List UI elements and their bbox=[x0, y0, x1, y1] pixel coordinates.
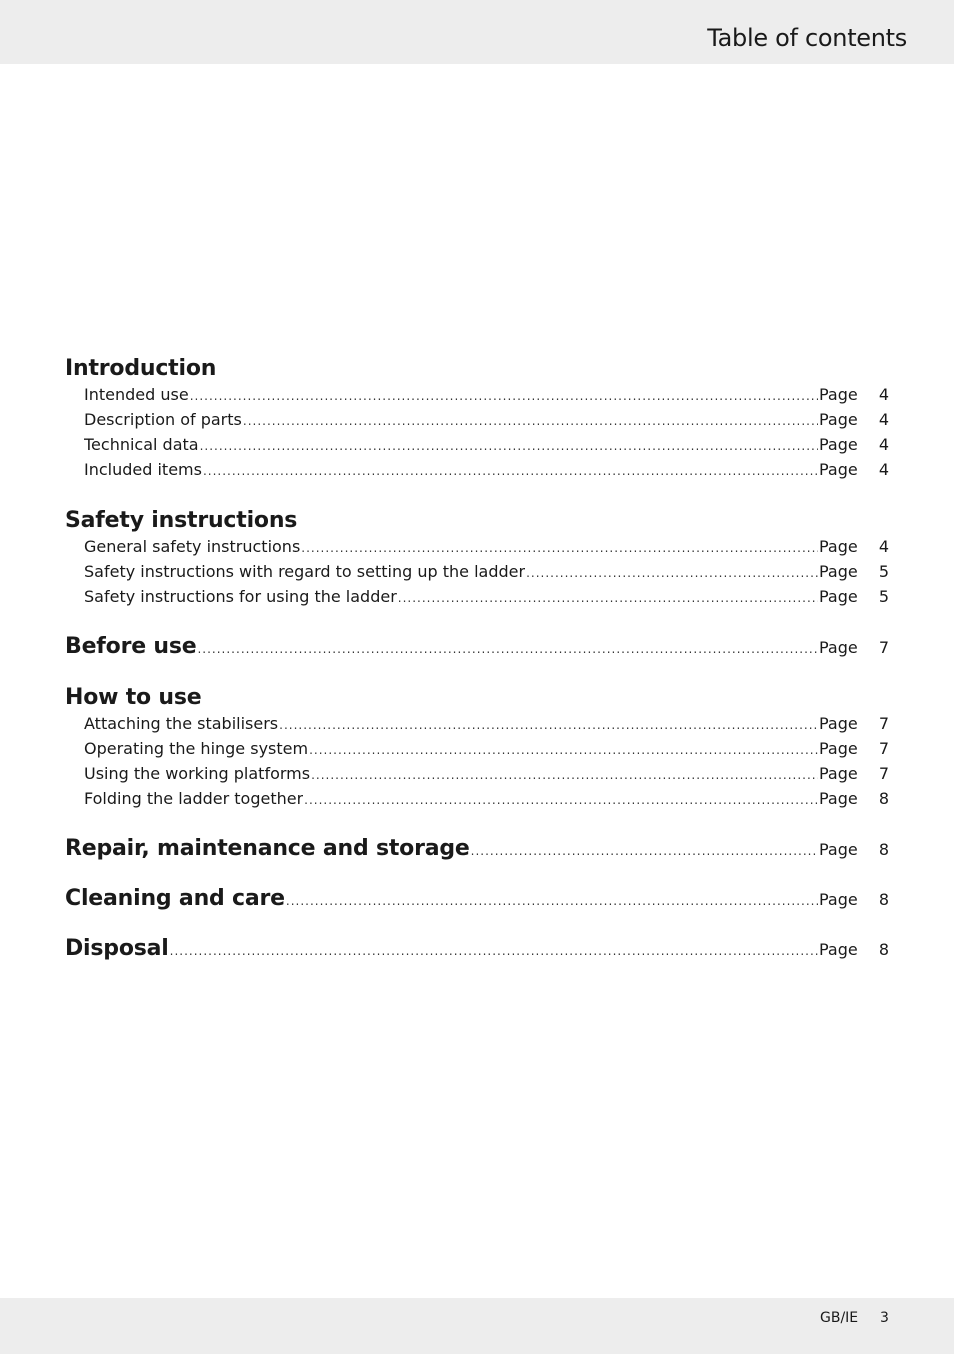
section-heading: Introduction bbox=[65, 356, 217, 381]
toc-entry-label: Safety instructions with regard to setting up the ladder bbox=[84, 562, 526, 581]
page-word: Page bbox=[819, 410, 858, 429]
dot-leader bbox=[170, 939, 818, 964]
page-word: Page bbox=[819, 739, 858, 758]
toc-entry-label: Using the working platforms bbox=[84, 764, 311, 783]
toc-entry-label: Operating the hinge system bbox=[84, 739, 309, 758]
page-number: 7 bbox=[878, 638, 889, 657]
dot-leader bbox=[311, 763, 818, 788]
toc-entry-label: Technical data bbox=[84, 435, 199, 454]
page-word: Page bbox=[819, 638, 858, 657]
section-spacer bbox=[65, 861, 889, 886]
dot-leader bbox=[190, 384, 818, 409]
section-spacer bbox=[65, 911, 889, 936]
table-of-contents bbox=[65, 355, 889, 961]
page-word: Page bbox=[819, 385, 858, 404]
page-number: 5 bbox=[878, 562, 889, 581]
toc-entry[interactable] bbox=[65, 584, 889, 609]
page-word: Page bbox=[819, 840, 858, 859]
section-heading: Disposal bbox=[65, 936, 169, 961]
page-number: 8 bbox=[878, 940, 889, 959]
toc-entry-label: Included items bbox=[84, 460, 202, 479]
toc-section-safety-instructions bbox=[65, 507, 889, 609]
page-word: Page bbox=[819, 562, 858, 581]
toc-entry[interactable] bbox=[65, 761, 889, 786]
page-number: 8 bbox=[878, 840, 889, 859]
dot-leader bbox=[197, 637, 818, 662]
dot-leader bbox=[398, 586, 818, 611]
section-spacer bbox=[65, 811, 889, 836]
page-number: 7 bbox=[878, 739, 889, 758]
toc-entry[interactable] bbox=[65, 711, 889, 736]
toc-entry[interactable] bbox=[65, 534, 889, 559]
section-heading: How to use bbox=[65, 685, 202, 710]
page-word: Page bbox=[819, 537, 858, 556]
page-word: Page bbox=[819, 714, 858, 733]
footer-page-number: 3 bbox=[880, 1310, 889, 1326]
page-number: 7 bbox=[878, 764, 889, 783]
section-heading: Safety instructions bbox=[65, 508, 298, 533]
page-number: 5 bbox=[878, 587, 889, 606]
page-number: 4 bbox=[878, 435, 889, 454]
toc-entry[interactable] bbox=[65, 407, 889, 432]
dot-leader bbox=[279, 713, 818, 738]
page-number: 4 bbox=[878, 460, 889, 479]
toc-entry[interactable] bbox=[65, 457, 889, 482]
section-spacer bbox=[65, 482, 889, 507]
footer-bar bbox=[0, 1298, 954, 1354]
toc-entry[interactable] bbox=[65, 786, 889, 811]
page-word: Page bbox=[819, 890, 858, 909]
page-word: Page bbox=[819, 587, 858, 606]
page-word: Page bbox=[819, 435, 858, 454]
section-heading: Repair, maintenance and storage bbox=[65, 836, 470, 861]
page-title: Table of contents bbox=[707, 24, 907, 52]
section-spacer bbox=[65, 609, 889, 634]
toc-entry[interactable] bbox=[65, 736, 889, 761]
toc-entry-label: Attaching the stabilisers bbox=[84, 714, 279, 733]
toc-entry-label: Safety instructions for using the ladder bbox=[84, 587, 397, 606]
dot-leader bbox=[526, 561, 818, 586]
page-number: 7 bbox=[878, 714, 889, 733]
section-spacer bbox=[65, 659, 889, 684]
dot-leader bbox=[304, 788, 818, 813]
section-heading: Before use bbox=[65, 634, 197, 659]
toc-entry-label: Folding the ladder together bbox=[84, 789, 304, 808]
dot-leader bbox=[301, 536, 818, 561]
page-word: Page bbox=[819, 789, 858, 808]
dot-leader bbox=[309, 738, 818, 763]
footer-language-code: GB/IE bbox=[820, 1310, 859, 1326]
toc-section-how-to-use bbox=[65, 684, 889, 811]
page-number: 8 bbox=[878, 789, 889, 808]
dot-leader bbox=[243, 409, 818, 434]
page-word: Page bbox=[819, 940, 858, 959]
page-word: Page bbox=[819, 460, 858, 479]
page-number: 4 bbox=[878, 410, 889, 429]
toc-entry[interactable] bbox=[65, 559, 889, 584]
toc-entry-label: Intended use bbox=[84, 385, 189, 404]
page-number: 4 bbox=[878, 537, 889, 556]
toc-entry[interactable] bbox=[65, 432, 889, 457]
toc-section-introduction bbox=[65, 355, 889, 482]
toc-entry-label: General safety instructions bbox=[84, 537, 301, 556]
dot-leader bbox=[200, 434, 818, 459]
page-word: Page bbox=[819, 764, 858, 783]
toc-section-cleaning-and-care[interactable] bbox=[65, 886, 889, 911]
dot-leader bbox=[471, 839, 818, 864]
toc-entry[interactable] bbox=[65, 382, 889, 407]
toc-section-repair-maintenance-storage[interactable] bbox=[65, 836, 889, 861]
section-heading: Cleaning and care bbox=[65, 886, 285, 911]
toc-section-before-use[interactable] bbox=[65, 634, 889, 659]
dot-leader bbox=[286, 889, 818, 914]
toc-entry-label: Description of parts bbox=[84, 410, 242, 429]
page-number: 8 bbox=[878, 890, 889, 909]
page-number: 4 bbox=[878, 385, 889, 404]
dot-leader bbox=[203, 459, 818, 484]
toc-section-disposal[interactable] bbox=[65, 936, 889, 961]
